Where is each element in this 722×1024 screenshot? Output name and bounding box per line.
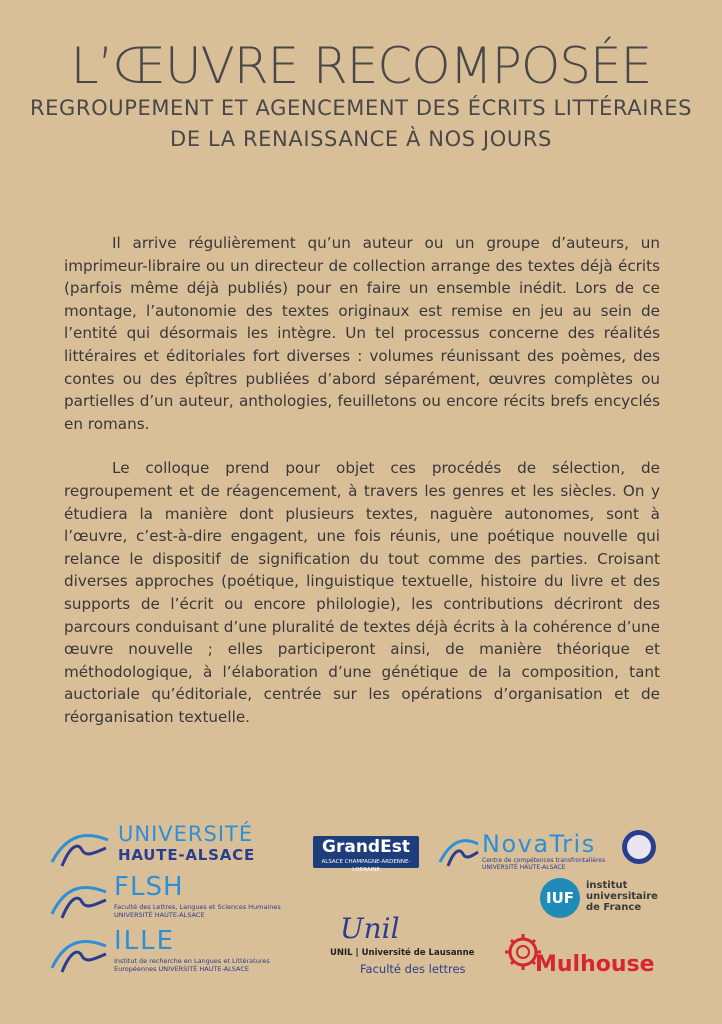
subtitle-line-2: DE LA RENAISSANCE À NOS JOURS [170, 127, 552, 151]
unil-logo [326, 912, 476, 982]
iuf-text [586, 880, 658, 913]
flsh-line1: FLSH [114, 872, 184, 902]
mulhouse-logo [505, 930, 665, 980]
medal-seal-icon [622, 830, 656, 864]
iuf-line3: de France [586, 902, 642, 913]
unil-line1: UNIL | Université de Lausanne [330, 948, 475, 958]
flsh-swirl-icon [48, 872, 110, 922]
uha-line2: HAUTE-ALSACE [118, 846, 256, 864]
unil-line2: Faculté des lettres [360, 962, 466, 976]
ille-logo [48, 926, 308, 976]
ille-swirl-icon [48, 926, 110, 976]
novatris-logo [438, 830, 618, 870]
flsh-logo [48, 872, 308, 922]
unil-mark: Unil [340, 912, 400, 945]
ille-line1: ILLE [114, 926, 176, 956]
grand-est-line2: ALSACE CHAMPAGNE-ARDENNE-LORRAINE [321, 859, 411, 873]
iuf-badge-icon: IUF [540, 878, 580, 918]
novatris-swirl-icon [438, 830, 480, 870]
uha-line1: UNIVERSITÉ [118, 822, 254, 846]
flsh-line2: Faculté des Lettres, Langues et Sciences Humaines UNIVERSITÉ HAUTE-ALSACE [114, 903, 281, 919]
uha-logo [48, 822, 298, 872]
ille-line2: Institut de recherche en Langues et Littératures Européennes UNIVERSITÉ HAUTE-ALSACE [114, 957, 270, 973]
iuf-line1: institut [586, 880, 628, 891]
body-text [64, 232, 660, 750]
grand-est-line1: GrandEst [322, 837, 410, 857]
page-title: L’ŒUVRE RECOMPOSÉE [70, 37, 652, 95]
paragraph-2: Le colloque prend pour objet ces procédés de sélection, de regroupement et de réagencement, à travers les genres et les siècles. On y étudiera la manière dont plusieurs textes, naguère autonomes, sont à l’œuvre, c’est-à-dire engagent, une fois réunis, une poétique nouvelle qui relance le dispositif de signification du tout comme des parties. Croisant diverses approches (poétique, linguistique textuelle, histoire du livre et des supports de l’écrit ou encore philologie), les contributions décriront des parcours conduisant d’une pluralité de textes déjà écrits à la cohérence d’une œuvre nouvelle ; elles participeront ainsi, de manière théorique et méthodologique, à l’élaboration d’une génétique de la composition, tant auctoriale qu’éditoriale, centrée sur les opérations d’organisation et de réorganisation textuelle. [64, 459, 660, 726]
iuf-line2: universitaire [586, 891, 658, 902]
uha-swirl-icon [48, 822, 114, 872]
mulhouse-label: Mulhouse [535, 952, 655, 977]
iuf-logo [540, 878, 660, 922]
paragraph-1: Il arrive régulièrement qu’un auteur ou un groupe d’auteurs, un imprimeur-libraire ou un directeur de collection arrange des textes déjà écrits (parfois même déjà publiés) pour en faire un ensemble inédit. Lors de ce montage, l’autonomie des textes originaux est remise en jeu au sein de l’entité qui désormais les intègre. Un tel processus concerne des réalités littéraires et éditoriales fort diverses : volumes réunissant des poèmes, des contes ou des épîtres publiées d’abord séparément, œuvres complètes ou partielles d’un auteur, anthologies, feuilletons ou encore récits brefs encyclés en romans. [64, 234, 660, 433]
subtitle-line-1: REGROUPEMENT ET AGENCEMENT DES ÉCRITS LITTÉRAIRES [29, 96, 693, 120]
novatris-line1: NovaTris [482, 830, 596, 858]
grand-est-logo [313, 836, 419, 873]
novatris-line2: Centre de compétences transfrontalières UNIVERSITÉ HAUTE-ALSACE [482, 857, 606, 871]
medal-inner [627, 835, 651, 859]
